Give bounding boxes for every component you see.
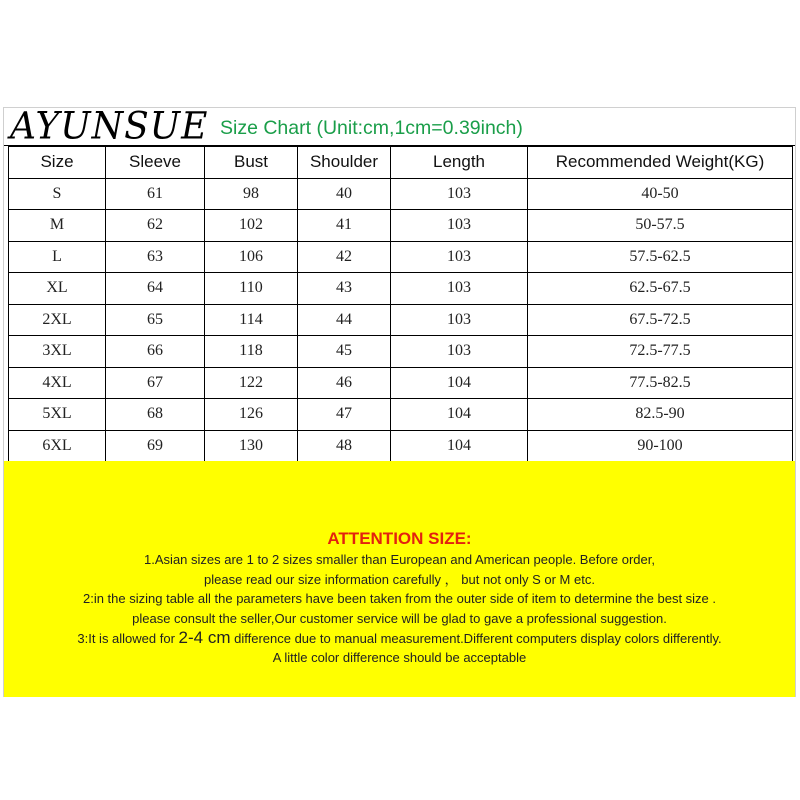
table-cell: 62.5-67.5 — [528, 273, 793, 305]
table-cell: 126 — [205, 399, 298, 431]
table-cell: 6XL — [9, 430, 106, 462]
table-cell: 45 — [298, 336, 391, 368]
table-cell: 98 — [205, 178, 298, 210]
table-cell: 102 — [205, 210, 298, 242]
table-cell: 104 — [391, 430, 528, 462]
table-cell: 65 — [106, 304, 205, 336]
table-cell: 130 — [205, 430, 298, 462]
title-row — [4, 104, 795, 148]
table-cell: 2XL — [9, 304, 106, 336]
table-cell: 4XL — [9, 367, 106, 399]
brand-logo: AYUNSUE — [10, 104, 209, 148]
table-cell: 106 — [205, 241, 298, 273]
table-cell: 62 — [106, 210, 205, 242]
table-row — [9, 210, 793, 242]
table-cell: 69 — [106, 430, 205, 462]
notice-line-5 — [4, 628, 795, 648]
table-cell: 5XL — [9, 399, 106, 431]
table-cell: 103 — [391, 273, 528, 305]
table-row — [9, 304, 793, 336]
table-cell: 40-50 — [528, 178, 793, 210]
table-cell: 42 — [298, 241, 391, 273]
table-cell: 104 — [391, 367, 528, 399]
table-cell: XL — [9, 273, 106, 305]
table-row — [9, 336, 793, 368]
table-cell: 90-100 — [528, 430, 793, 462]
column-header: Recommended Weight(KG) — [528, 147, 793, 179]
table-cell: 63 — [106, 241, 205, 273]
table-cell: 103 — [391, 304, 528, 336]
notice-line-5-start: 3:It is allowed for — [77, 631, 179, 646]
chart-title: Size Chart (Unit:cm,1cm=0.39inch) — [220, 117, 523, 139]
table-cell: 48 — [298, 430, 391, 462]
table-row — [9, 367, 793, 399]
column-header: Shoulder — [298, 147, 391, 179]
table-cell: 103 — [391, 336, 528, 368]
table-body — [9, 178, 793, 462]
table-cell: 72.5-77.5 — [528, 336, 793, 368]
table-header-row — [9, 147, 793, 179]
table-cell: 68 — [106, 399, 205, 431]
column-header: Sleeve — [106, 147, 205, 179]
table-row — [9, 430, 793, 462]
size-chart-sheet — [3, 104, 796, 697]
notice-heading: ATTENTION SIZE: — [327, 529, 472, 548]
table-cell: 57.5-62.5 — [528, 241, 793, 273]
table-cell: 44 — [298, 304, 391, 336]
table-row — [9, 399, 793, 431]
table-cell: 77.5-82.5 — [528, 367, 793, 399]
notice-line-1: 1.Asian sizes are 1 to 2 sizes smaller than European and American people. Before order, — [144, 552, 655, 567]
table-cell: S — [9, 178, 106, 210]
notice-line-5-end: difference due to manual measurement.Different computers display colors differently. — [230, 631, 722, 646]
table-cell: 110 — [205, 273, 298, 305]
table-cell: 103 — [391, 210, 528, 242]
table-row — [9, 273, 793, 305]
size-table — [8, 146, 793, 462]
table-cell: 67 — [106, 367, 205, 399]
table-cell: 67.5-72.5 — [528, 304, 793, 336]
table-cell: 3XL — [9, 336, 106, 368]
attention-notice — [4, 461, 795, 697]
table-cell: 122 — [205, 367, 298, 399]
table-cell: M — [9, 210, 106, 242]
notice-line-6: A little color difference should be acceptable — [272, 649, 527, 665]
table-cell: 50-57.5 — [528, 210, 793, 242]
table-cell: 66 — [106, 336, 205, 368]
table-cell: 41 — [298, 210, 391, 242]
column-header: Bust — [205, 147, 298, 179]
table-cell: 114 — [205, 304, 298, 336]
column-header: Length — [391, 147, 528, 179]
table-row — [9, 241, 793, 273]
table-cell: 43 — [298, 273, 391, 305]
table-cell: 46 — [298, 367, 391, 399]
table-cell: 103 — [391, 241, 528, 273]
table-cell: 118 — [205, 336, 298, 368]
notice-line-3: 2:in the sizing table all the parameters have been taken from the outer side of item to determine the best size . — [82, 591, 717, 606]
table-cell: 82.5-90 — [528, 399, 793, 431]
notice-line-2: please read our size information carefully ， but not only S or M etc. — [204, 571, 595, 587]
table-cell: L — [9, 241, 106, 273]
column-header: Size — [9, 147, 106, 179]
table-cell: 40 — [298, 178, 391, 210]
table-cell: 64 — [106, 273, 205, 305]
table-cell: 104 — [391, 399, 528, 431]
tolerance-value: 2-4 cm — [178, 628, 231, 647]
table-cell: 61 — [106, 178, 205, 210]
table-row — [9, 178, 793, 210]
notice-line-4: please consult the seller,Our customer service will be glad to gave a professional suggestion. — [132, 610, 667, 626]
table-cell: 103 — [391, 178, 528, 210]
table-cell: 47 — [298, 399, 391, 431]
